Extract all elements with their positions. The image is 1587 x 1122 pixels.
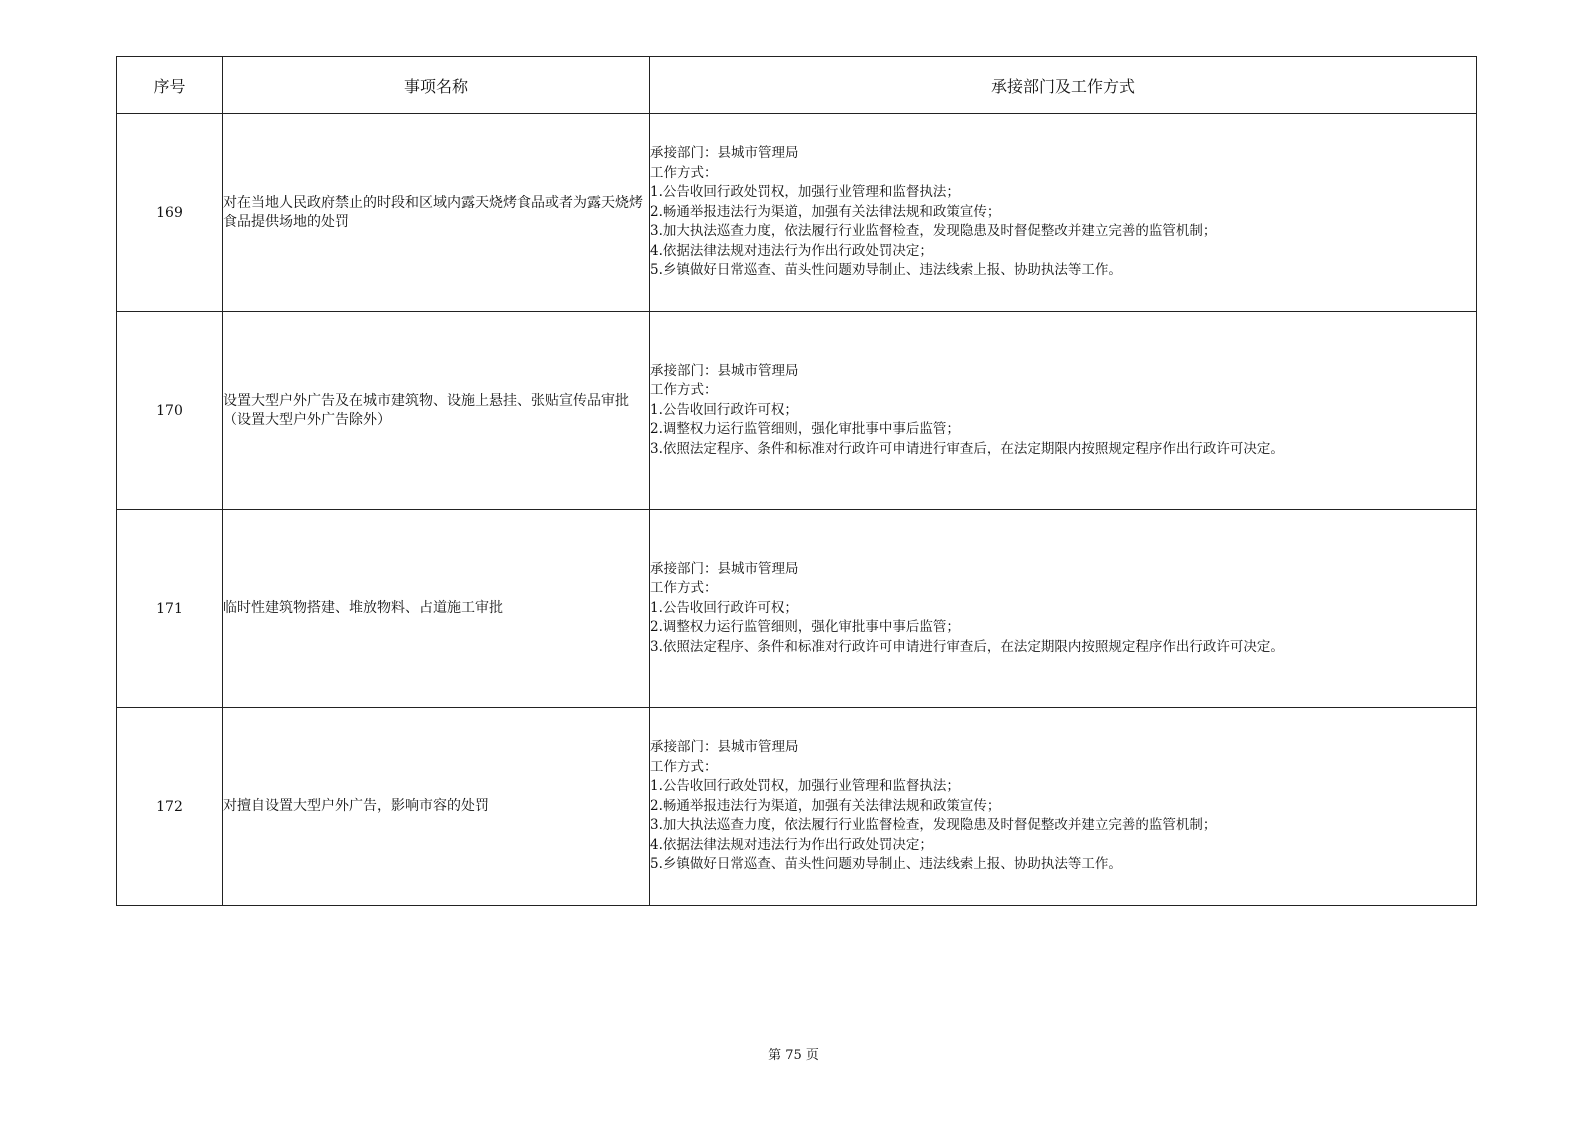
method-item: 2.畅通举报违法行为渠道，加强有关法律法规和政策宣传； <box>650 203 1001 220</box>
method-label: 工作方式： <box>650 758 718 775</box>
method-item: 4.依据法律法规对违法行为作出行政处罚决定； <box>650 242 933 259</box>
row-department-method <box>650 708 1477 906</box>
method-item: 1.公告收回行政许可权； <box>650 401 798 418</box>
method-item: 1.公告收回行政许可权； <box>650 599 798 616</box>
method-label: 工作方式： <box>650 382 718 399</box>
row-serial: 171 <box>117 510 223 708</box>
department-line: 承接部门：县城市管理局 <box>650 145 799 162</box>
department-line: 承接部门：县城市管理局 <box>650 739 799 756</box>
row-department-method <box>650 510 1477 708</box>
row-item-name: 临时性建筑物搭建、堆放物料、占道施工审批 <box>223 510 650 708</box>
method-item: 2.调整权力运行监管细则，强化审批事中事后监管； <box>650 619 960 636</box>
method-item: 5.乡镇做好日常巡查、苗头性问题劝导制止、违法线索上报、协助执法等工作。 <box>650 262 1122 279</box>
method-label: 工作方式： <box>650 580 718 597</box>
items-table <box>116 56 1477 906</box>
department-line: 承接部门：县城市管理局 <box>650 362 799 379</box>
method-item: 3.依照法定程序、条件和标准对行政许可申请进行审查后，在法定期限内按照规定程序作出行政许可决定。 <box>650 440 1284 457</box>
method-item: 3.加大执法巡查力度，依法履行行业监督检查，发现隐患及时督促整改并建立完善的监管机制； <box>650 817 1217 834</box>
row-item-name: 对擅自设置大型户外广告，影响市容的处罚 <box>223 708 650 906</box>
method-item: 3.依照法定程序、条件和标准对行政许可申请进行审查后，在法定期限内按照规定程序作出行政许可决定。 <box>650 638 1284 655</box>
header-serial: 序号 <box>117 57 223 114</box>
method-item: 2.畅通举报违法行为渠道，加强有关法律法规和政策宣传； <box>650 797 1001 814</box>
table-row <box>117 510 1477 708</box>
department-line: 承接部门：县城市管理局 <box>650 560 799 577</box>
row-department-method <box>650 114 1477 312</box>
method-item: 3.加大执法巡查力度，依法履行行业监督检查，发现隐患及时督促整改并建立完善的监管机制； <box>650 223 1217 240</box>
method-item: 1.公告收回行政处罚权，加强行业管理和监督执法； <box>650 184 960 201</box>
table-row <box>117 114 1477 312</box>
row-item-name: 设置大型户外广告及在城市建筑物、设施上悬挂、张贴宣传品审批（设置大型户外广告除外） <box>223 312 650 510</box>
method-item: 1.公告收回行政处罚权，加强行业管理和监督执法； <box>650 778 960 795</box>
row-serial: 169 <box>117 114 223 312</box>
table-row <box>117 312 1477 510</box>
method-item: 4.依据法律法规对违法行为作出行政处罚决定； <box>650 836 933 853</box>
header-item-name: 事项名称 <box>223 57 650 114</box>
row-department-method <box>650 312 1477 510</box>
row-item-name: 对在当地人民政府禁止的时段和区域内露天烧烤食品或者为露天烧烤食品提供场地的处罚 <box>223 114 650 312</box>
header-department-method: 承接部门及工作方式 <box>650 57 1477 114</box>
table-row <box>117 708 1477 906</box>
header-row <box>117 57 1477 114</box>
method-item: 5.乡镇做好日常巡查、苗头性问题劝导制止、违法线索上报、协助执法等工作。 <box>650 856 1122 873</box>
row-serial: 172 <box>117 708 223 906</box>
page-number: 第 75 页 <box>768 1048 819 1063</box>
method-item: 2.调整权力运行监管细则，强化审批事中事后监管； <box>650 421 960 438</box>
method-label: 工作方式： <box>650 164 718 181</box>
row-serial: 170 <box>117 312 223 510</box>
